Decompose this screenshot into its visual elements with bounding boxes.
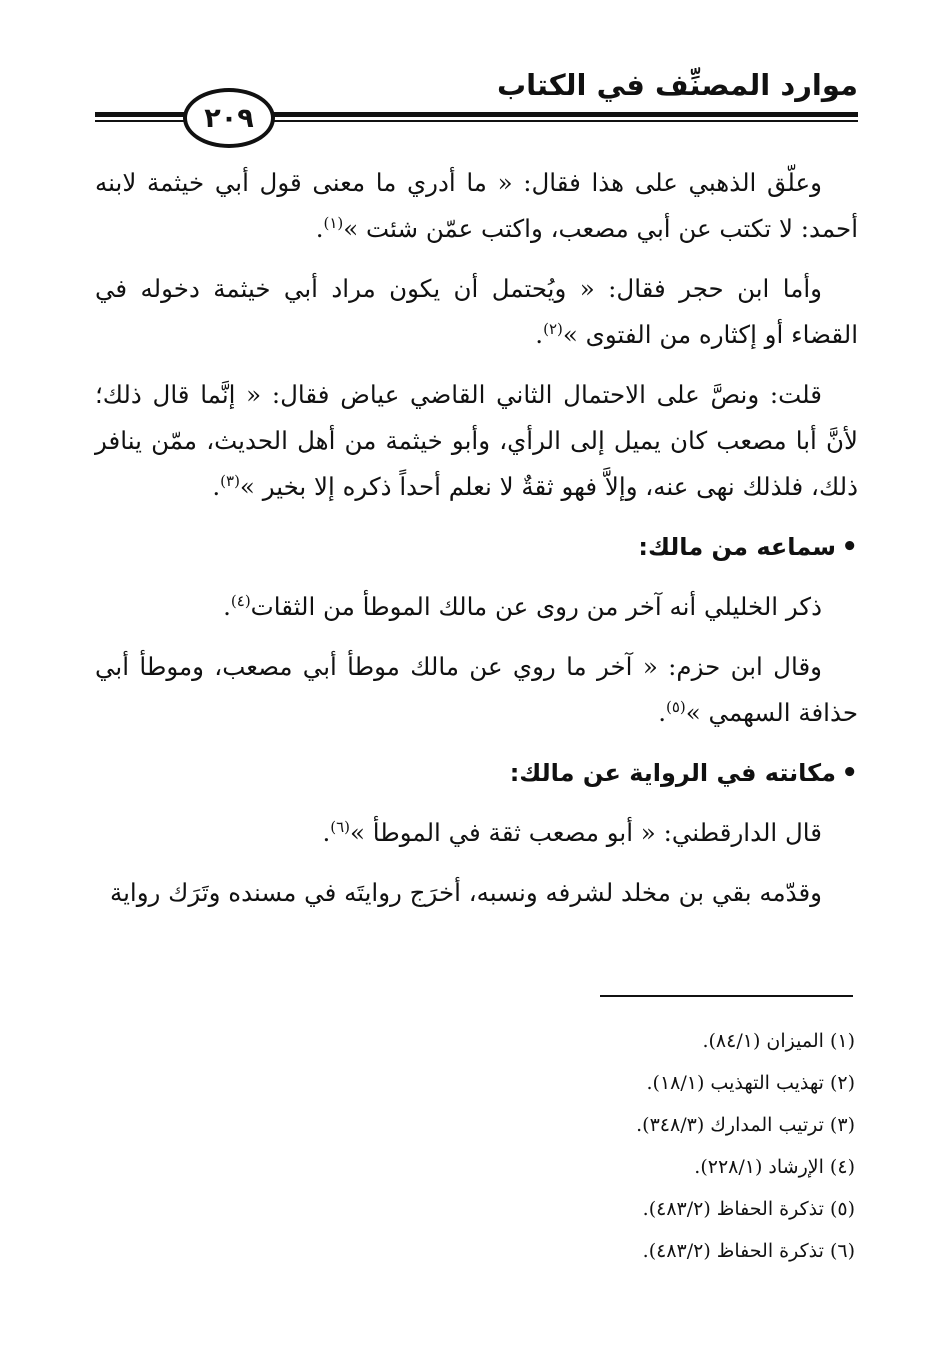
paragraph: قلت: ونصَّ على الاحتمال الثاني القاضي عياض فقال: « إنَّما قال ذلك؛ لأنَّ أبا مصعب كان يميل إلى الرأي، وأبو خيثمة من أهل الحديث، ممّن ينافر ذلك، فلذلك نهى عنه، وإلاَّ فهو ثقةٌ لا نعلم أحداً ذكره إلا بخير »$^{(٣)}$. bbox=[95, 380, 858, 501]
footnote: (٥) تذكرة الحفاظ (٤٨٣/٢). bbox=[642, 1198, 855, 1220]
heading-text: مكانته في الرواية عن مالك: bbox=[509, 759, 836, 787]
main-text bbox=[95, 160, 858, 930]
paragraph-text: وأما ابن حجر فقال: « ويُحتمل أن يكون مراد أبي خيثمة دخوله في القضاء أو إكثاره من الفتوى » bbox=[95, 274, 858, 349]
footnote: (٦) تذكرة الحفاظ (٤٨٣/٢). bbox=[642, 1240, 855, 1262]
footnote: (٣) ترتيب المدارك (٣٤٨/٣). bbox=[636, 1114, 855, 1136]
page-number-badge bbox=[183, 88, 275, 148]
paragraph: ذكر الخليلي أنه آخر من روى عن مالك الموطأ من الثقات$^{(٤)}$. bbox=[223, 591, 822, 621]
paragraph-text: وقدّمه بقي بن مخلد لشرفه ونسبه، أخرَج روايتَه في مسنده وتَرَك رواية bbox=[109, 878, 822, 907]
heading-text: سماعه من مالك: bbox=[638, 533, 836, 561]
footnote-ref[interactable]: (٢) bbox=[543, 319, 563, 338]
paragraph: وأما ابن حجر فقال: « ويُحتمل أن يكون مراد أبي خيثمة دخوله في القضاء أو إكثاره من الفتوى »$^{(٢)}$. bbox=[95, 274, 858, 349]
footnote-ref[interactable]: (٦) bbox=[330, 817, 351, 836]
footnote-ref[interactable]: (٤) bbox=[230, 591, 251, 610]
paragraph: وقال ابن حزم: « آخر ما روي عن مالك موطأ أبي مصعب، وموطأ أبي حذافة السهمي »$^{(٥)}$. bbox=[95, 652, 858, 727]
footnotes bbox=[636, 1020, 855, 1272]
paragraph: وعلّق الذهبي على هذا فقال: « ما أدري ما معنى قول أبي خيثمة لابنه أحمد: لا تكتب عن أبي مصعب، واكتب عمّن شئت »$^{(١)}$. bbox=[95, 168, 858, 243]
running-title: موارد المصنِّف في الكتاب bbox=[496, 68, 858, 102]
paragraph: قال الدارقطني: « أبو مصعب ثقة في الموطأ »$^{(٦)}$. bbox=[322, 817, 822, 847]
paragraph-text: ذكر الخليلي أنه آخر من روى عن مالك الموطأ من الثقات bbox=[250, 592, 822, 621]
footnote-ref[interactable]: (٥) bbox=[665, 697, 686, 716]
bullet-icon: • bbox=[841, 532, 858, 562]
footnote-separator bbox=[600, 995, 853, 997]
footnote: (١) الميزان (٨٤/١). bbox=[702, 1030, 855, 1052]
paragraph bbox=[95, 870, 858, 916]
bullet-icon: • bbox=[841, 758, 858, 788]
paragraph-text: وقال ابن حزم: « آخر ما روي عن مالك موطأ أبي مصعب، وموطأ أبي حذافة السهمي » bbox=[95, 652, 858, 727]
page-number: ٢٠٩ bbox=[204, 102, 254, 134]
footnote-ref[interactable]: (٣) bbox=[220, 471, 240, 490]
footnote-ref[interactable]: (١) bbox=[323, 213, 344, 232]
section-heading bbox=[95, 750, 858, 796]
footnote: (٤) الإرشاد (٢٢٨/١). bbox=[694, 1156, 855, 1178]
paragraph-text: وعلّق الذهبي على هذا فقال: « ما أدري ما معنى قول أبي خيثمة لابنه أحمد: لا تكتب عن أبي مصعب، واكتب عمّن شئت » bbox=[95, 168, 858, 243]
paragraph-text: قلت: ونصَّ على الاحتمال الثاني القاضي عياض فقال: « إنَّما قال ذلك؛ لأنَّ أبا مصعب كان يميل إلى الرأي، وأبو خيثمة من أهل الحديث، ممّن ينافر ذلك، فلذلك نهى عنه، وإلاَّ فهو ثقةٌ لا نعلم أحداً ذكره إلا بخير » bbox=[95, 380, 858, 501]
paragraph-text: قال الدارقطني: « أبو مصعب ثقة في الموطأ » bbox=[350, 818, 822, 847]
footnote: (٢) تهذيب التهذيب (١٨/١). bbox=[646, 1072, 855, 1094]
section-heading bbox=[95, 524, 858, 570]
